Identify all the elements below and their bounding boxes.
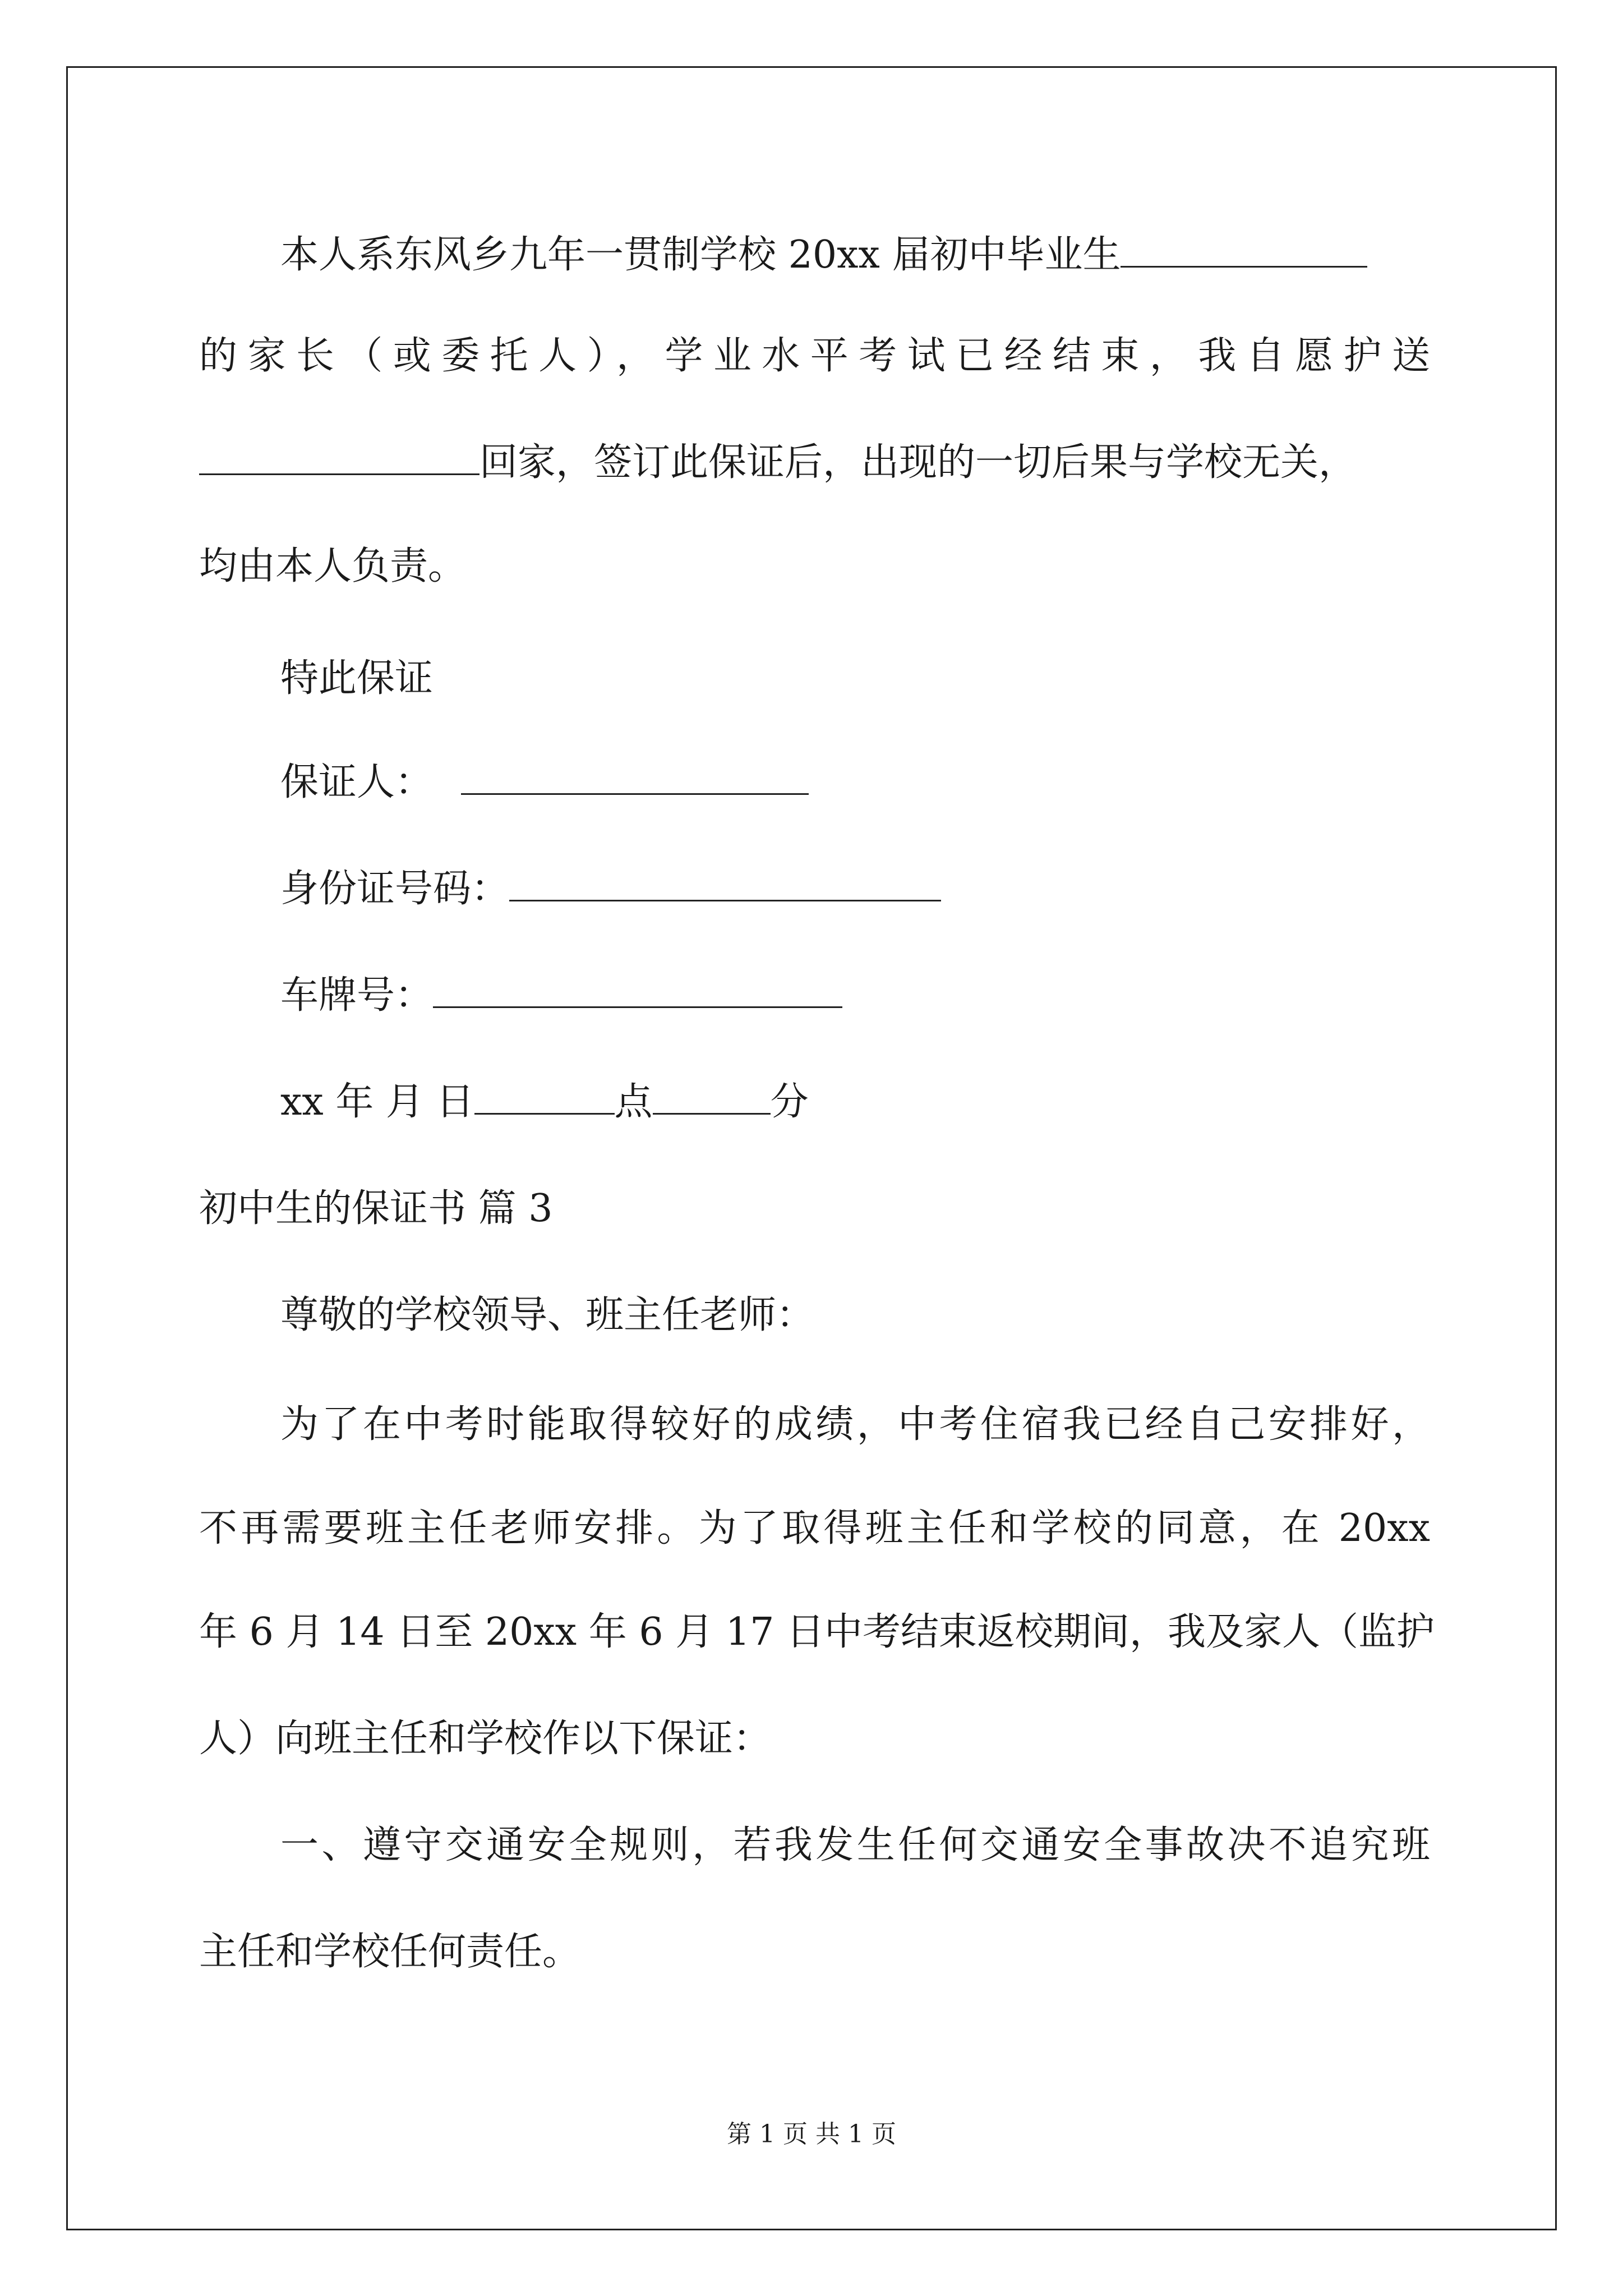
paragraph-1-line-4: 均由本人负责。 xyxy=(199,544,467,588)
guarantor-blank xyxy=(461,758,809,795)
paragraph-1-line-1 xyxy=(280,230,1367,280)
plate-field xyxy=(280,970,842,1021)
guarantor-label: 保证人： xyxy=(280,760,434,804)
guarantor-field xyxy=(280,757,809,808)
closing-text: 特此保证 xyxy=(280,656,434,701)
id-number-blank xyxy=(509,865,941,901)
student-name-blank xyxy=(1121,231,1367,268)
paragraph-3-line-1: 一、遵守交通安全规则，若我发生任何交通安全事故决不追究班 xyxy=(280,1823,1430,1867)
salutation: 尊敬的学校领导、班主任老师： xyxy=(280,1293,815,1337)
plate-label: 车牌号： xyxy=(280,973,434,1018)
hour-label: 点 xyxy=(614,1080,653,1124)
paragraph-2-line-2: 不再需要班主任老师安排。为了取得班主任和学校的同意，在 20xx xyxy=(199,1506,1430,1550)
hour-blank xyxy=(474,1078,615,1115)
paragraph-1-line-3 xyxy=(199,438,1357,488)
paragraph-2-line-4: 人）向班主任和学校作以下保证： xyxy=(199,1717,772,1761)
paragraph-1-text: 回家，签订此保证后，出现的一切后果与学校无关， xyxy=(479,440,1357,485)
page-frame xyxy=(66,66,1557,2230)
minute-blank xyxy=(653,1078,771,1115)
plate-blank xyxy=(433,972,842,1008)
date-prefix: xx 年 月 日 xyxy=(280,1080,474,1124)
paragraph-2-line-1: 为了在中考时能取得较好的成绩，中考住宿我已经自己安排好， xyxy=(280,1402,1430,1447)
page-number-footer: 第 1 页 共 1 页 xyxy=(727,2120,896,2148)
minute-label: 分 xyxy=(770,1080,809,1124)
date-field xyxy=(280,1077,809,1128)
paragraph-3-line-2: 主任和学校任何责任。 xyxy=(199,1930,581,1974)
escort-name-blank xyxy=(199,439,479,475)
id-number-field xyxy=(280,864,941,914)
paragraph-2-line-3: 年 6 月 14 日至 20xx 年 6 月 17 日中考结束返校期间，我及家人（监护 xyxy=(199,1610,1435,1654)
id-number-label: 身份证号码： xyxy=(280,867,510,911)
paragraph-1-text: 本人系东风乡九年一贯制学校 20xx 届初中毕业生 xyxy=(280,233,1121,277)
section-title: 初中生的保证书 篇 3 xyxy=(199,1186,553,1231)
paragraph-1-line-2: 的家长（或委托人），学业水平考试已经结束，我自愿护送 xyxy=(199,334,1430,378)
